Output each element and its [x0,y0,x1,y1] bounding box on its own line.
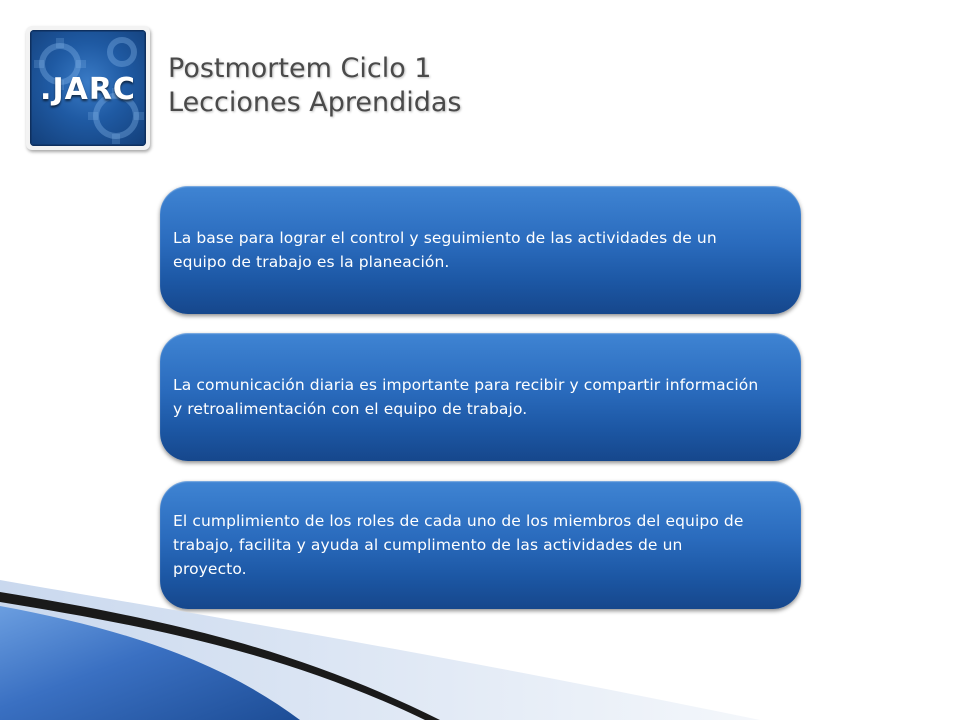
lesson-text-2: La comunicación diaria es importante para recibir y compartir información y retroalimentación con el equipo de trabajo. [173,376,759,418]
lesson-text-1: La base para lograr el control y seguimiento de las actividades de un equipo de trabajo es la planeación. [173,229,717,271]
jarc-logo [30,30,146,146]
title-line-1: Postmortem Ciclo 1 [168,53,432,84]
lesson-box-1 [160,186,801,314]
logo-text: .JARC [40,72,136,107]
page-title [168,52,462,120]
title-line-2: Lecciones Aprendidas [168,87,462,118]
lesson-box-2 [160,333,801,461]
corner-swoosh-decoration [0,540,760,720]
lesson-text-3: El cumplimiento de los roles de cada uno de los miembros del equipo de trabajo, facilita y ayuda al cumplimento de las actividades de un proyecto. [173,512,744,578]
logo-frame [26,26,150,150]
